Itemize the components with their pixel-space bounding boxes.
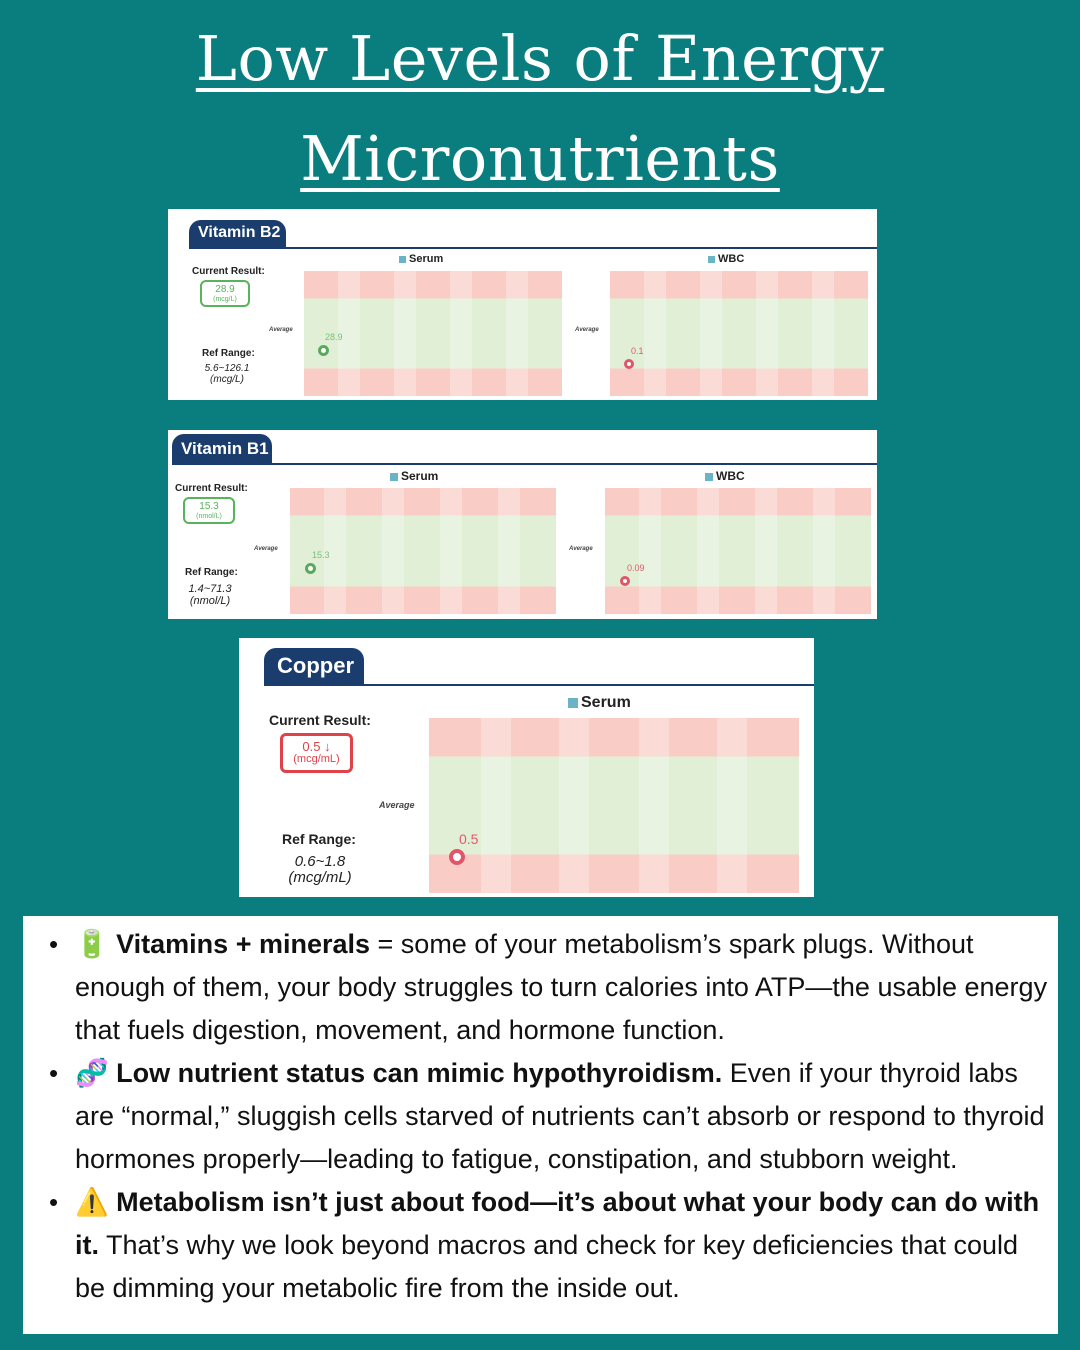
serum-legend: Serum	[390, 469, 438, 483]
wbc-legend: WBC	[705, 469, 745, 483]
wbc-plot	[610, 271, 868, 396]
average-label: Average	[379, 800, 415, 810]
ref-range-value: 0.6~1.8 (mcg/mL)	[288, 853, 352, 886]
bullet-text: Even if your thyroid labs are “normal,” sluggish cells starved of nutrients can’t absorb or respond to thyroid hormones properly—leading to fatigue, constipation, and stubborn weight.	[75, 1058, 1045, 1174]
current-result-box	[280, 733, 353, 773]
wbc-data-point	[624, 359, 634, 369]
current-result-label: Current Result:	[192, 266, 265, 277]
wbc-legend: WBC	[708, 253, 744, 265]
vitamin-b2-panel	[168, 209, 877, 400]
serum-plot	[290, 488, 556, 614]
current-result-value: 15.3	[199, 501, 219, 512]
list-item	[23, 1181, 1058, 1310]
bullet-heading: Metabolism isn’t just about food—it’s about what your body can do with it.	[75, 1187, 1040, 1260]
wbc-point-label: 0.09	[627, 563, 645, 573]
battery-icon: 🔋	[75, 929, 109, 960]
current-result-unit: (mcg/mL)	[293, 752, 340, 765]
low-arrow-icon: ↓	[324, 739, 331, 754]
ref-range-label: Ref Range:	[202, 348, 255, 359]
serum-point-label: 0.5	[459, 831, 479, 847]
average-label: Average	[569, 546, 593, 552]
average-label: Average	[269, 327, 293, 333]
serum-data-point	[449, 849, 465, 865]
serum-data-point	[318, 345, 329, 356]
panel-title: Vitamin B2	[189, 220, 286, 248]
copper-panel	[239, 638, 814, 897]
info-text-box	[23, 916, 1058, 1334]
page-title-line-2: Micronutrients	[300, 122, 780, 195]
list-item	[23, 923, 1058, 1052]
average-label: Average	[254, 546, 278, 552]
list-item	[23, 1052, 1058, 1181]
current-result-label: Current Result:	[175, 483, 248, 494]
current-result-unit: (nmol/L)	[196, 512, 222, 520]
wbc-data-point	[620, 576, 630, 586]
ref-range-value: 5.6~126.1 (mcg/L)	[204, 363, 250, 385]
vitamin-b1-panel	[168, 430, 877, 619]
serum-plot	[429, 718, 799, 893]
serum-point-label: 28.9	[325, 332, 343, 342]
bullet-list	[23, 923, 1058, 1310]
current-result-box	[200, 280, 250, 307]
serum-legend: Serum	[568, 694, 631, 712]
ref-range-label: Ref Range:	[282, 831, 356, 847]
bullet-text: That’s why we look beyond macros and check for key deficiencies that could be dimming your metabolic fire from the inside out.	[75, 1230, 1018, 1303]
bullet-heading: Low nutrient status can mimic hypothyroidism.	[116, 1058, 723, 1088]
ref-range-label: Ref Range:	[185, 567, 238, 578]
current-result-label: Current Result:	[269, 712, 371, 728]
warning-icon: ⚠️	[75, 1187, 109, 1218]
bullet-heading: Vitamins + minerals	[116, 929, 371, 959]
ref-range-value: 1.4~71.3 (nmol/L)	[188, 583, 232, 607]
bullet-text: = some of your metabolism’s spark plugs. Without enough of them, your body struggles to turn calories into ATP—the usable energy that fuels digestion, movement, and hormone function.	[75, 929, 1048, 1045]
average-label: Average	[575, 327, 599, 333]
serum-plot	[304, 271, 562, 396]
current-result-unit: (mcg/L)	[213, 295, 237, 303]
current-result-box	[183, 497, 235, 524]
serum-legend: Serum	[399, 253, 443, 265]
page-title-line-1: Low Levels of Energy	[195, 22, 885, 95]
current-result-value: 0.5	[302, 739, 321, 754]
serum-data-point	[305, 563, 316, 574]
dna-icon: 🧬	[75, 1058, 109, 1089]
serum-point-label: 15.3	[312, 550, 330, 560]
panel-title: Copper	[264, 648, 364, 686]
wbc-plot	[605, 488, 871, 614]
wbc-point-label: 0.1	[631, 346, 644, 356]
current-result-value: 28.9	[215, 284, 235, 295]
panel-title: Vitamin B1	[172, 434, 272, 464]
